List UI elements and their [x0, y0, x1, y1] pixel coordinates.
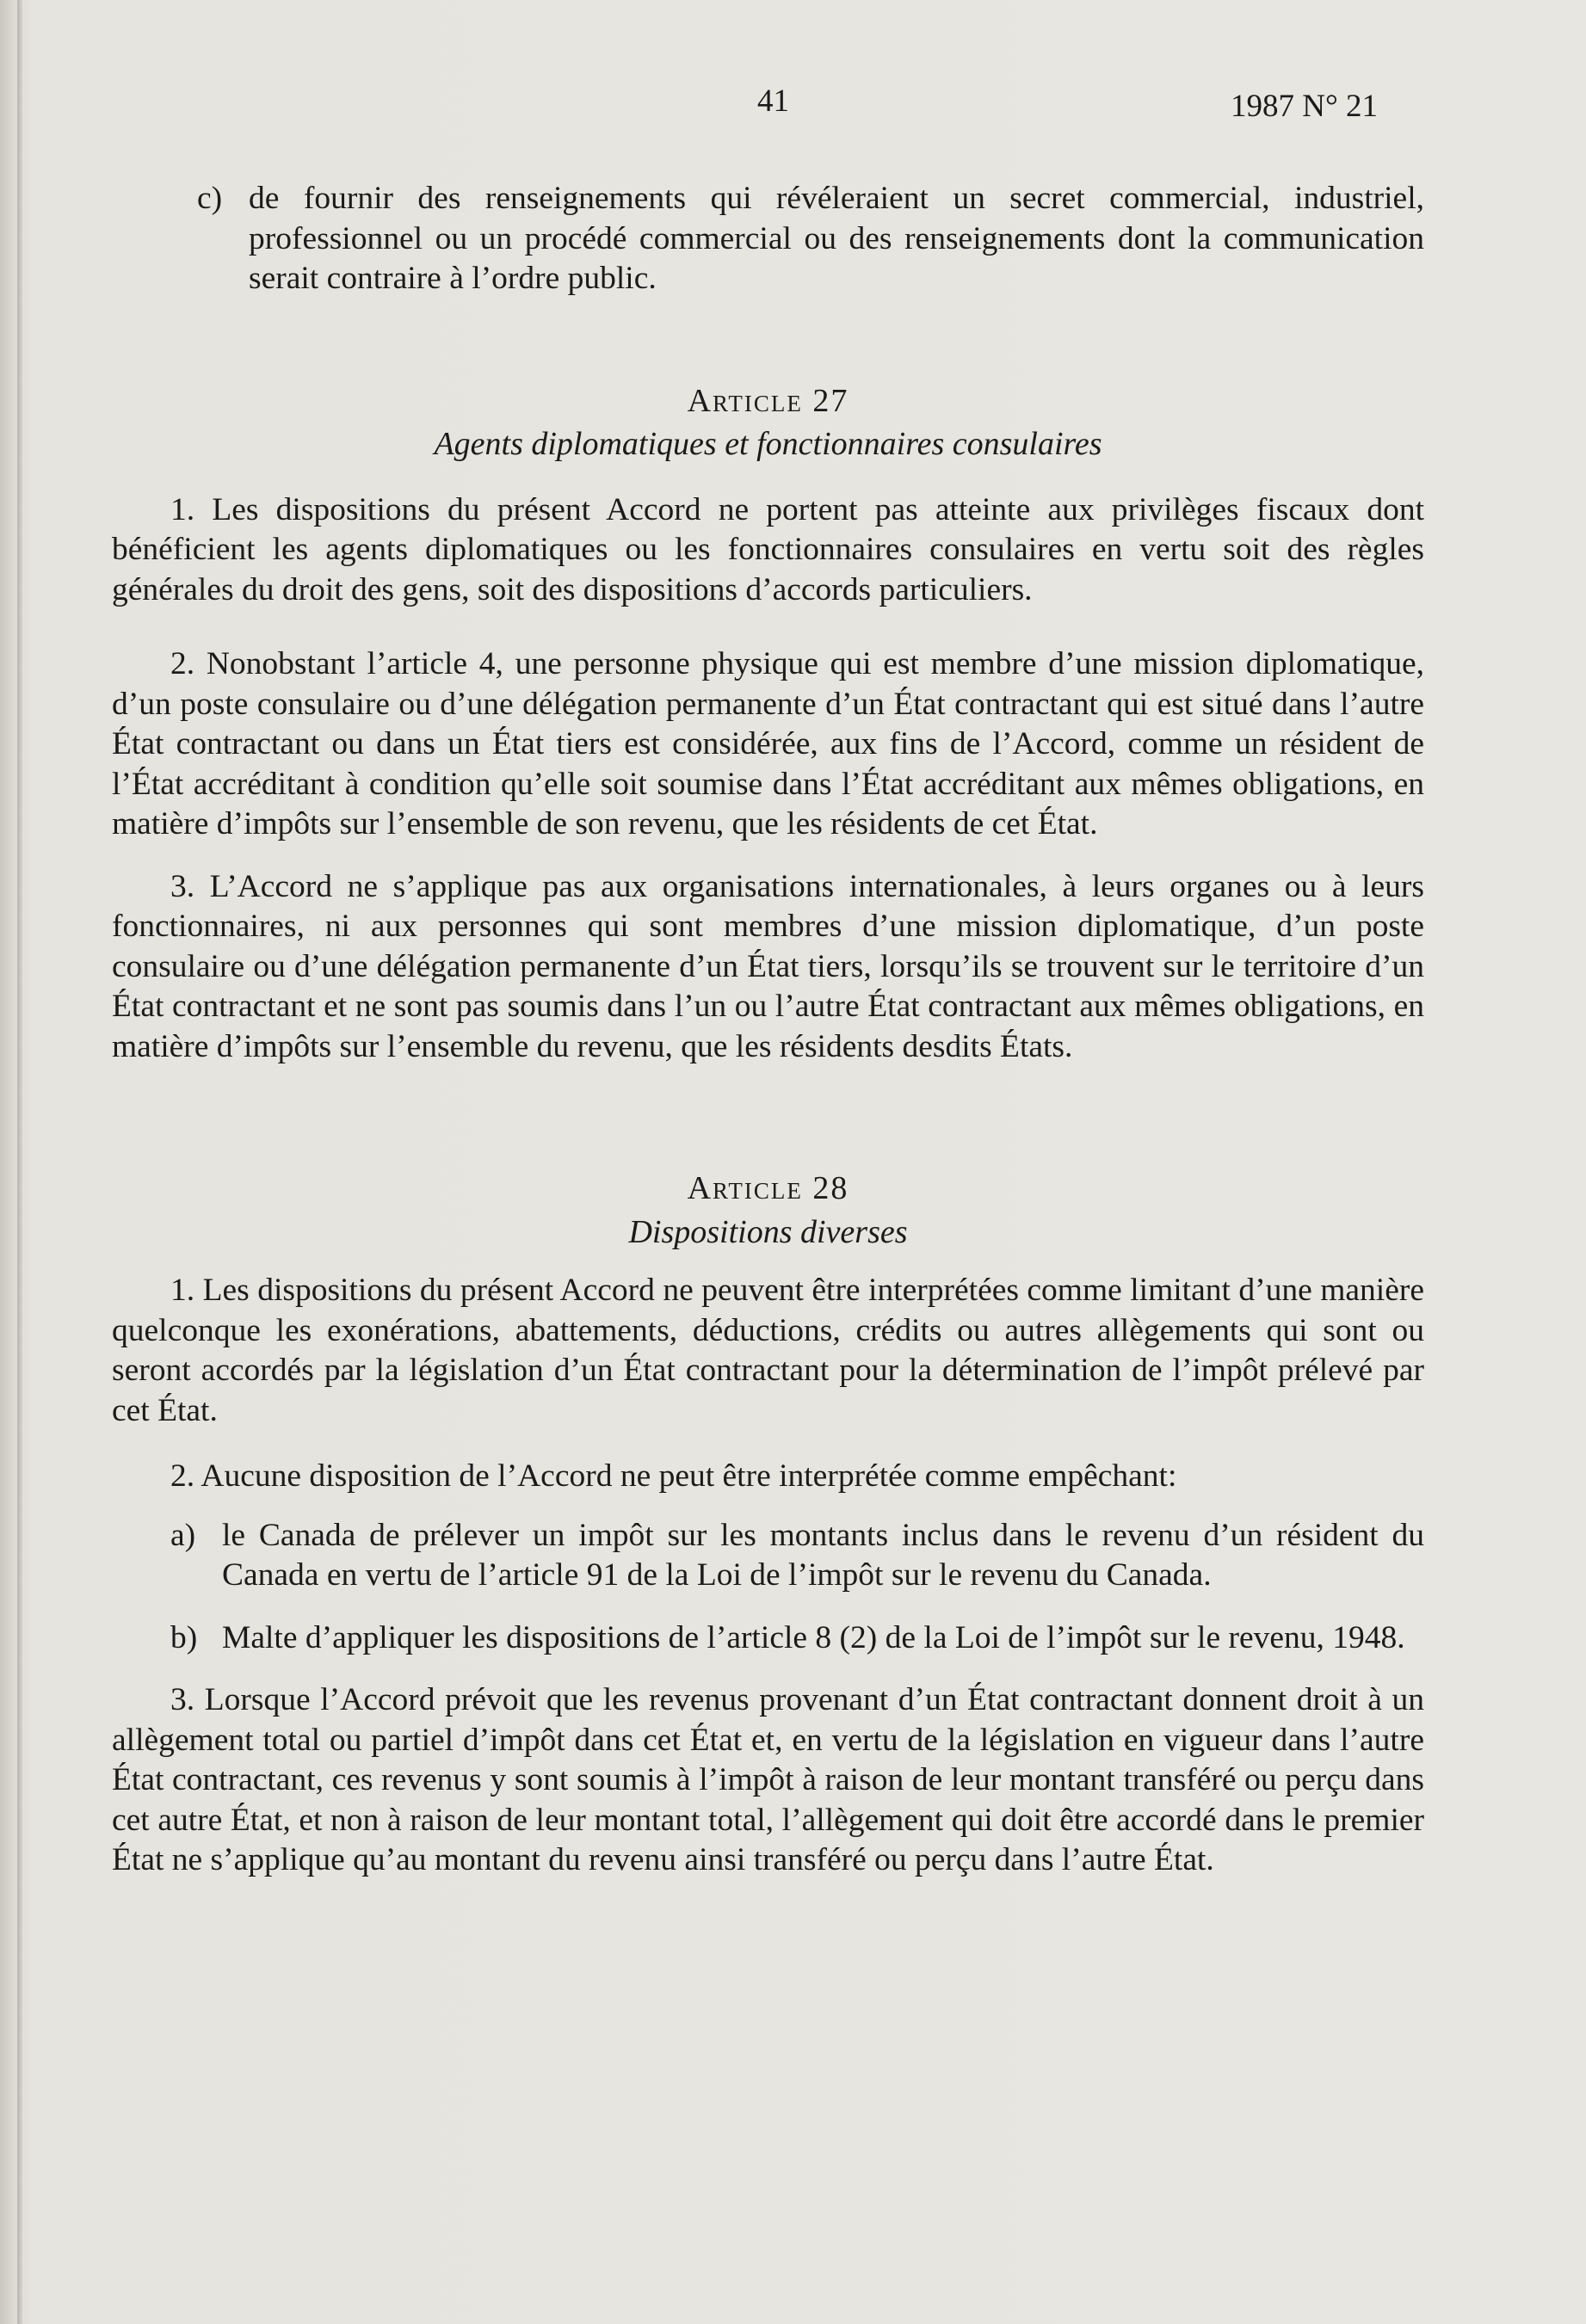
article-27-subtitle: Agents diplomatiques et fonctionnaires consulaires [434, 426, 1102, 462]
list-item-b [170, 1618, 1424, 1659]
item-text: de fournir des renseignements qui révéleraient un secret commercial, industriel, professionnel ou un procédé commercial ou des renseignements dont la communication serait contraire à l’ordre public. [249, 181, 1424, 296]
item-text: le Canada de prélever un impôt sur les montants inclus dans le revenu d’un résident du Canada en vertu de l’article 91 de la Loi de l’impôt sur le revenu du Canada. [222, 1517, 1424, 1593]
item-letter: b) [170, 1619, 198, 1655]
item-letter: c) [197, 181, 223, 216]
page-binding-shadow [17, 0, 22, 2324]
article-27-paragraph-2: 2. Nonobstant l’article 4, une personne physique qui est membre d’une mission diplomatique, d’un poste consulaire ou d’une délégation permanente d’un État contractant qui est situé dans l’autre État contractant ou dans un État tiers est considérée, aux fins de l’Accord, comme un résident de l’État accréditant à condition qu’elle soit soumise dans l’État accréditant aux mêmes obligations, en matière d’impôts sur l’ensemble de son revenu, que les résidents de cet État. [112, 646, 1424, 841]
article-27-title: Article 27 [687, 382, 849, 419]
article-27-paragraph-1: 1. Les dispositions du présent Accord ne portent pas atteinte aux privilèges fiscaux dont bénéficient les agents diplomatiques ou les fonctionnaires consulaires en vertu soit des règles générales du droit des gens, soit des dispositions d’accords particuliers. [112, 491, 1424, 607]
article-28-title: Article 28 [687, 1170, 849, 1206]
article-28-paragraph-2: 2. Aucune disposition de l’Accord ne peut être interprétée comme empêchant: [170, 1458, 1177, 1494]
article-28-paragraph-1: 1. Les dispositions du présent Accord ne peuvent être interprétées comme limitant d’une manière quelconque les exonérations, abattements, déductions, crédits ou autres allègements qui sont ou seront accordés par la législation d’un État contractant pour la détermination de l’impôt prélevé par cet État. [112, 1273, 1424, 1428]
list-item-c [197, 179, 1424, 299]
item-letter: a) [170, 1517, 196, 1553]
document-reference: 1987 N° 21 [1231, 89, 1379, 124]
page-content [112, 179, 1424, 1881]
item-text: Malte d’appliquer les dispositions de l’article 8 (2) de la Loi de l’impôt sur le revenu, 1948. [222, 1619, 1405, 1655]
article-27-paragraph-3: 3. L’Accord ne s’applique pas aux organisations internationales, à leurs organes ou à leurs fonctionnaires, ni aux personnes qui sont membres d’une mission diplomatique, d’un poste consulaire ou d’une délégation permanente d’un État tiers, lorsqu’ils se trouvent sur le territoire d’un État contractant et ne sont pas soumis dans l’un ou l’autre État contractant aux mêmes obligations, en matière d’impôts sur l’ensemble du revenu, que les résidents desdits États. [112, 868, 1424, 1064]
list-item-a [170, 1516, 1424, 1596]
article-28-paragraph-3: 3. Lorsque l’Accord prévoit que les revenus provenant d’un État contractant donnent droit à un allègement total ou partiel d’impôt dans cet État et, en vertu de la législation en vigueur dans l’autre État contractant, ces revenus y sont soumis à l’impôt à raison de leur montant transféré ou perçu dans cet autre État, et non à raison de leur montant total, l’allègement qui doit être accordé dans le premier État ne s’applique qu’au montant du revenu ainsi transféré ou perçu dans l’autre État. [112, 1682, 1424, 1877]
article-28-subtitle: Dispositions diverses [628, 1213, 908, 1250]
page-number: 41 [757, 83, 789, 119]
page-header [0, 83, 1586, 134]
